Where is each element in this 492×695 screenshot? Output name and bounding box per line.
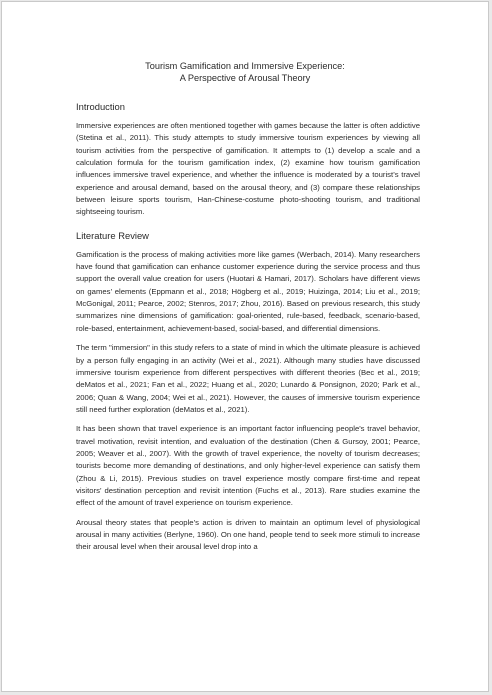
paper-body <box>76 101 420 561</box>
paragraph: Arousal theory states that people’s action is driven to maintain an optimum level of physiological arousal in many activities (Berlyne, 1960). On one hand, people tend to seek more stimuli to increase their arousal level when their arousal level drop into a <box>76 517 420 552</box>
paragraph: It has been shown that travel experience is an important factor influencing people's travel behavior, travel motivation, revisit intention, and evaluation of the destination (Chen & Gursoy, 2001; Pearce, 2005; Weaver et al., 2007). With the growth of travel experience, the novelty of tourism decreases; tourists become more demanding of destinations, and only higher-level experience can satisfy them (Zhou & Li, 2015). Previous studies on travel experience mostly compare first-time and repeat visitors’ destination perception and revisit intention (Fuchs et al., 2013). Rare studies examine the effect of the amount of travel experience on tourism experience. <box>76 424 420 508</box>
section-introduction <box>76 101 420 219</box>
document-page <box>1 1 489 692</box>
title-line-2: A Perspective of Arousal Theory <box>179 73 311 83</box>
section-literature-review <box>76 230 420 554</box>
section-heading: Literature Review <box>76 229 149 241</box>
paragraph: Immersive experiences are often mentioned together with games because the latter is often addictive (Stetina et al., 2011). This study attempts to study immersive tourism experiences by viewing all tourism activities from the perspective of gamification. It attempts to (1) develop a scale and a calculation formula for the tourism gamification index, (2) examine how tourism gamification influences immersive travel experience, and whether the influence is moderated by a tourist’s travel experience and arousal demand, based on the arousal theory, and (3) compare these relationships between leisure sports tourism, Han-Chinese-costume photo-shooting tourism, and traditional sightseeing tourism. <box>76 121 420 217</box>
paper-title <box>2 60 488 84</box>
paragraph: Gamification is the process of making activities more like games (Werbach, 2014). Many researchers have found that gamification can enhance customer experience during the service process and thus support the overall value creation for users (Huotari & Hamari, 2017). Scholars have different views on games’ elements (Eppmann et al., 2018; Högberg et al., 2019; Huizinga, 2014; Liu et al., 2019; McGonigal, 2011; Pearce, 2002; Stenros, 2017; Zhou, 2016). Based on previous research, this study summarizes nine dimensions of gamification: goal-oriented, rule-based, feedback, scenario-based, role-based, entertainment, achievement-based, social-based, and differential dimensions. <box>76 249 420 333</box>
section-heading: Introduction <box>76 101 125 112</box>
title-line-1: Tourism Gamification and Immersive Experience: <box>145 61 345 71</box>
paragraph: The term "immersion" in this study refers to a state of mind in which the ultimate pleasure is achieved by a person fully engaging in an activity (Wei et al., 2021). Although many studies have discussed immersive tourism experience from different perspectives with different theories (Bec et al., 2019; deMatos et al., 2021; Fan et al., 2022; Huang et al., 2020; Lunardo & Ponsignon, 2020; Park et al., 2006; Quan & Wang, 2004; Wei et al., 2021). However, the causes of immersive tourism experience still need further exploration (deMatos et al., 2021). <box>76 343 420 414</box>
